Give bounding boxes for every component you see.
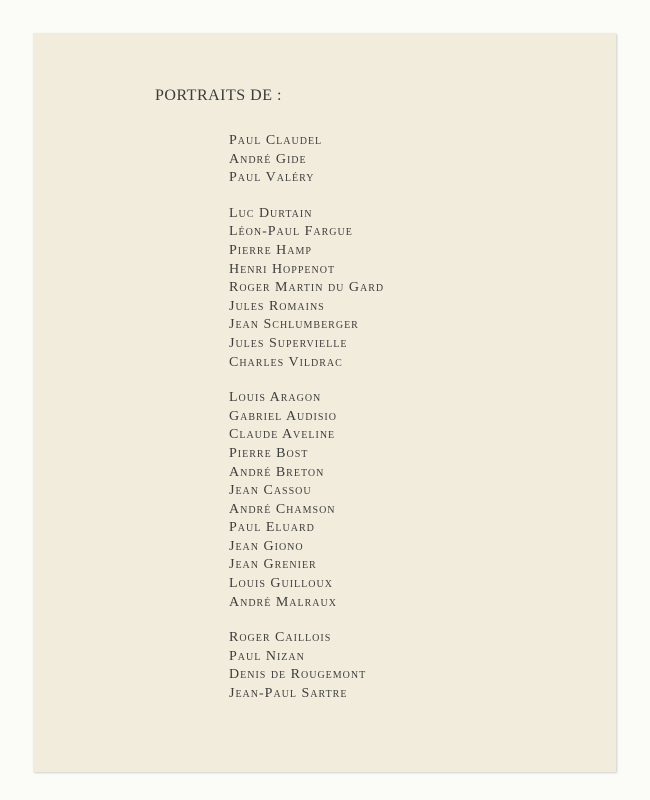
list-item: André Malraux (229, 594, 337, 610)
list-item: Jean Cassou (229, 483, 312, 499)
name-group-1 (229, 132, 559, 188)
list-item: André Gide (229, 151, 307, 167)
document-card (33, 33, 616, 772)
list-item: Louis Guilloux (229, 576, 333, 592)
list-item: Jules Supervielle (229, 335, 348, 351)
list-item: Paul Nizan (229, 648, 305, 664)
list-item: Léon-Paul Fargue (229, 224, 353, 240)
list-item: André Breton (229, 464, 325, 480)
list-item: Luc Durtain (229, 205, 313, 221)
list-item: Pierre Hamp (229, 242, 312, 258)
list-item: Paul Valéry (229, 170, 315, 186)
name-group-3 (229, 389, 559, 612)
list-item: Pierre Bost (229, 445, 309, 461)
list-item: Jean-Paul Sartre (229, 686, 348, 702)
list-item: Henri Hoppenot (229, 261, 336, 277)
list-item: Jules Romains (229, 298, 325, 314)
list-item: Charles Vildrac (229, 354, 343, 370)
list-item: Claude Aveline (229, 427, 336, 443)
page-heading: PORTRAITS DE : (155, 87, 282, 104)
list-item: Jean Grenier (229, 557, 317, 573)
list-item: Jean Giono (229, 538, 304, 554)
name-group-4 (229, 629, 559, 703)
list-item: Roger Martin du Gard (229, 280, 385, 296)
list-item: Paul Claudel (229, 133, 323, 148)
list-item: Denis de Rougemont (229, 667, 367, 683)
list-item: Jean Schlumberger (229, 317, 359, 333)
name-group-2 (229, 205, 559, 372)
list-item: André Chamson (229, 501, 336, 517)
list-item: Paul Eluard (229, 520, 315, 536)
list-item: Louis Aragon (229, 390, 322, 406)
name-list (229, 132, 559, 721)
list-item: Roger Caillois (229, 630, 332, 646)
list-item: Gabriel Audisio (229, 408, 337, 424)
